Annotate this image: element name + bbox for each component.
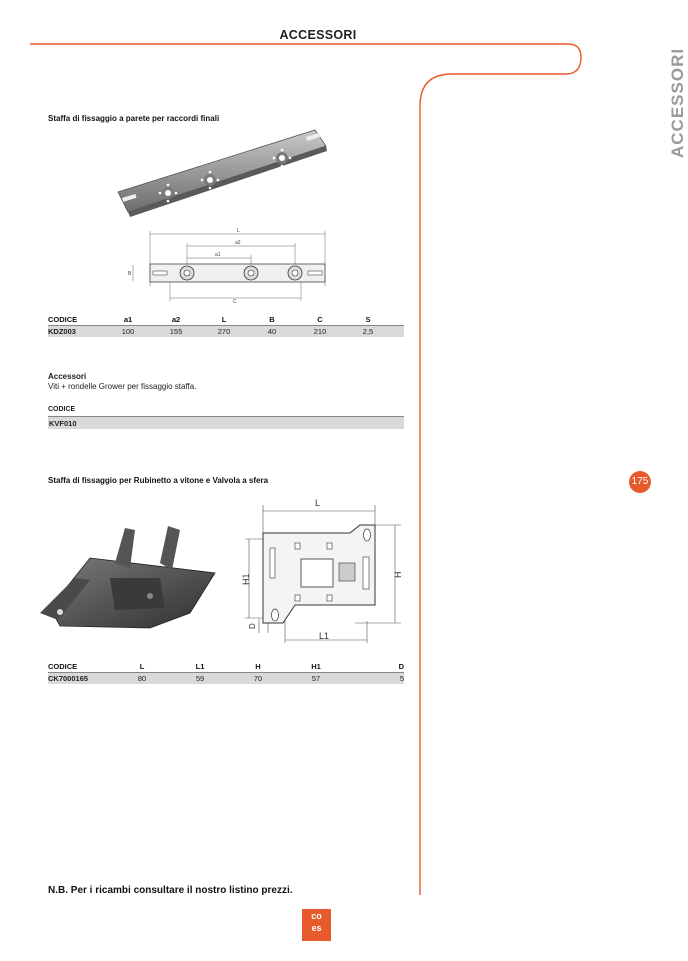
dim-l-label: L <box>315 498 321 508</box>
table-header-cell: CODICE <box>48 662 113 673</box>
side-section-label-text: ACCESSORI <box>668 47 687 158</box>
table-cell: 100 <box>104 326 152 338</box>
section1-title: Staffa di fissaggio a parete per raccordi finali <box>48 114 220 123</box>
dim-l-label: L <box>237 228 240 234</box>
dim-b-label: B <box>128 271 132 277</box>
dim-l1-label: L1 <box>319 631 330 641</box>
accessories-codice-header: CODICE <box>48 406 76 413</box>
accessories-description: Viti + rondelle Grower per fissaggio staffa. <box>48 382 197 391</box>
section2-spec-table <box>48 662 404 684</box>
table-cell: 59 <box>171 673 229 685</box>
dim-a2-label: a2 <box>235 240 241 246</box>
table-cell: 210 <box>296 326 344 338</box>
section1-spec-table <box>48 315 404 337</box>
table-cell: 57 <box>287 673 345 685</box>
table-header-cell: C <box>296 315 344 326</box>
table-cell: 155 <box>152 326 200 338</box>
table-cell: 40 <box>248 326 296 338</box>
table-cell: 5 <box>345 673 404 685</box>
table-cell: 270 <box>200 326 248 338</box>
logo-line-2: es <box>311 923 322 933</box>
valve-bracket-photo <box>30 518 230 633</box>
dim-a1-label: a1 <box>215 252 221 258</box>
table-header-cell: CODICE <box>48 315 104 326</box>
dim-d-label: D <box>248 623 257 629</box>
section2-title: Staffa di fissaggio per Rubinetto a vitone e Valvola a sfera <box>48 476 269 485</box>
dim-h-label: H <box>393 571 403 578</box>
table-header-cell: S <box>344 315 392 326</box>
table-header-cell: L <box>113 662 171 673</box>
accessories-title: Accessori <box>48 372 87 381</box>
wall-bracket-drawing <box>125 226 335 306</box>
table-cell-code: KDZ003 <box>48 326 104 338</box>
table-cell-code: CK7000165 <box>48 673 113 685</box>
dim-h1-label: H1 <box>241 573 251 585</box>
page-title: ACCESSORI <box>279 28 357 42</box>
table-header-row <box>48 315 404 326</box>
table-header-cell: a1 <box>104 315 152 326</box>
table-header-cell: D <box>345 662 404 673</box>
table-header-cell: a2 <box>152 315 200 326</box>
table-row <box>48 326 404 338</box>
table-cell: 70 <box>229 673 287 685</box>
table-header-cell: H <box>229 662 287 673</box>
table-header-cell: H1 <box>287 662 345 673</box>
accessories-code-row <box>48 416 404 429</box>
table-cell: 2,5 <box>344 326 392 338</box>
side-section-label <box>646 47 687 158</box>
table-header-row <box>48 662 404 673</box>
table-header-cell: L <box>200 315 248 326</box>
table-header-cell: B <box>248 315 296 326</box>
logo-line-1: co <box>311 911 322 921</box>
company-logo <box>302 909 331 941</box>
dim-c-label: C <box>233 299 237 305</box>
valve-bracket-drawing <box>235 493 410 648</box>
accessories-code: KVF010 <box>49 419 77 428</box>
table-cell: 80 <box>113 673 171 685</box>
footer-note: N.B. Per i ricambi consultare il nostro listino prezzi. <box>48 885 293 896</box>
wall-bracket-photo <box>110 128 335 228</box>
page-number: 175 <box>629 471 651 493</box>
table-header-cell: L1 <box>171 662 229 673</box>
table-row <box>48 673 404 685</box>
